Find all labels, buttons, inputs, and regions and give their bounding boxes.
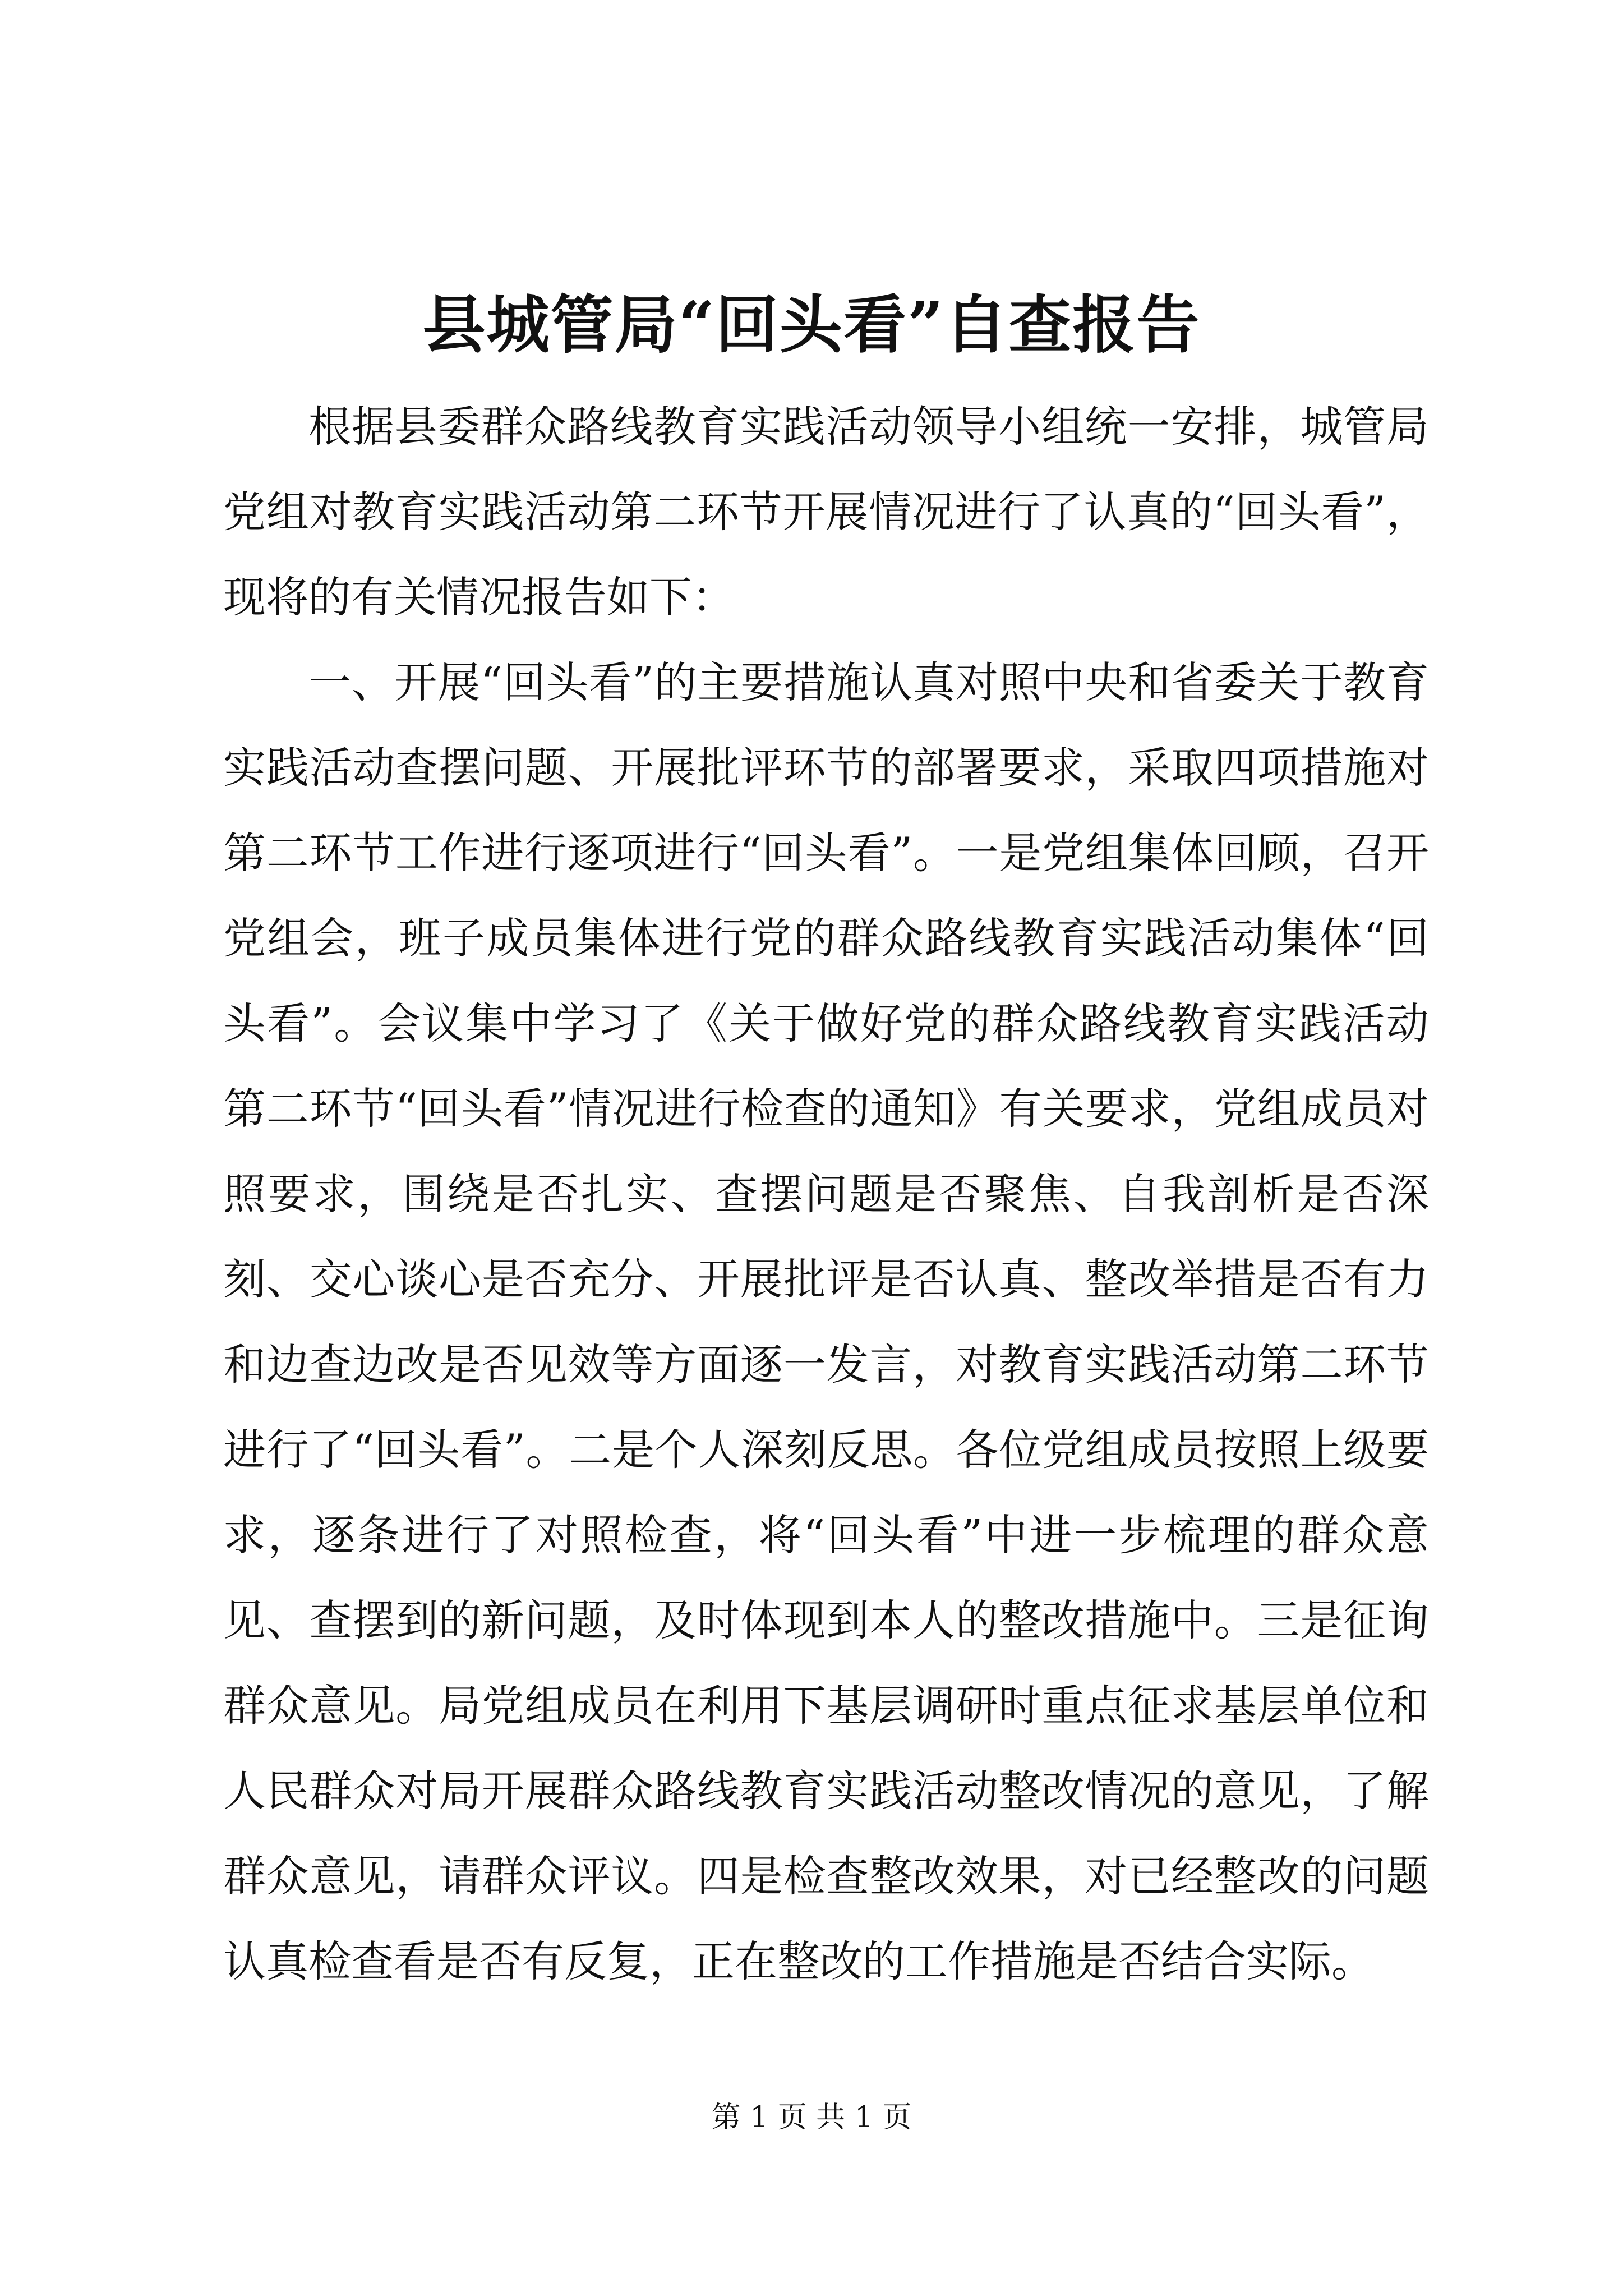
- paragraph-intro: 根据县委群众路线教育实践活动领导小组统一安排，城管局党组对教育实践活动第二环节开展情况进行了认真的“回头看”，现将的有关情况报告如下：: [223, 402, 1429, 622]
- paragraph-measures: 一、开展“回头看”的主要措施认真对照中央和省委关于教育实践活动查摆问题、开展批评环节的部署要求，采取四项措施对第二环节工作进行逐项进行“回头看”。一是党组集体回顾，召开党组会，班子成员集体进行党的群众路线教育实践活动集体“回头看”。会议集中学习了《关于做好党的群众路线教育实践活动第二环节“回头看”情况进行检查的通知》有关要求，党组成员对照要求，围绕是否扎实、查摆问题是否聚焦、自我剖析是否深刻、交心谈心是否充分、开展批评是否认真、整改举措是否有力和边查边改是否见效等方面逐一发言，对教育实践活动第二环节进行了“回头看”。二是个人深刻反思。各位党组成员按照上级要求，逐条进行了对照检查，将“回头看”中进一步梳理的群众意见、查摆到的新问题，及时体现到本人的整改措施中。三是征询群众意见。局党组成员在利用下基层调研时重点征求基层单位和人民群众对局开展群众路线教育实践活动整改情况的意见，了解群众意见，请群众评议。四是检查整改效果，对已经整改的问题认真检查看是否有反复，正在整改的工作措施是否结合实际。: [223, 657, 1429, 1986]
- page-number-footer: 第 1 页 共 1 页: [711, 2101, 912, 2134]
- document-body: [223, 384, 1429, 2004]
- document-title: 县城管局“回头看”自查报告: [422, 288, 1201, 362]
